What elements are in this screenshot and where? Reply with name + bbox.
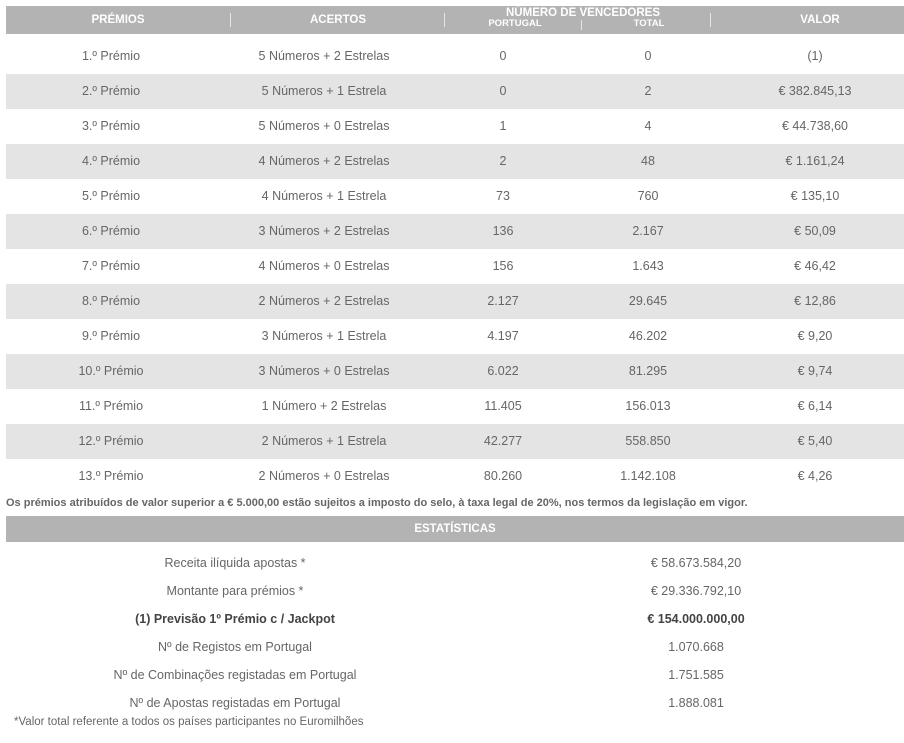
stats-label: (1) Previsão 1º Prémio c / Jackpot — [135, 612, 335, 626]
stats-value: € 154.000.000,00 — [647, 612, 745, 626]
prize-value: € 50,09 — [794, 224, 836, 238]
prize-matches: 3 Números + 0 Estrelas — [258, 364, 390, 378]
winners-total: 558.850 — [625, 434, 671, 448]
winners-total: 4 — [644, 119, 652, 133]
header-valor: VALOR — [800, 14, 840, 26]
stats-value: 1.751.585 — [668, 668, 724, 682]
prize-name: 8.º Prémio — [81, 294, 141, 308]
prize-name: 9.º Prémio — [81, 329, 141, 343]
prize-name: 3.º Prémio — [81, 119, 141, 133]
winners-total: 46.202 — [628, 329, 668, 343]
prize-name: 1.º Prémio — [81, 49, 141, 63]
prize-name: 7.º Prémio — [81, 259, 141, 273]
tax-note: Os prémios atribuídos de valor superior a € 5.000,00 estão sujeitos a imposto do selo, à taxa legal de 20%, nos termos da legislação em vigor. — [6, 497, 748, 509]
winners-portugal: 2 — [499, 154, 507, 168]
stats-value: 1.888.081 — [668, 696, 724, 710]
prize-name: 13.º Prémio — [78, 469, 144, 483]
table-row — [6, 144, 904, 179]
prize-value: € 5,40 — [797, 434, 833, 448]
footnote: *Valor total referente a todos os países participantes no Euromilhões — [14, 716, 364, 728]
prize-value: € 46,42 — [794, 259, 836, 273]
prizes-table-header — [6, 6, 904, 34]
table-row — [6, 109, 904, 144]
prize-matches: 1 Número + 2 Estrelas — [261, 399, 387, 413]
winners-total: 1.643 — [632, 259, 664, 273]
stats-label: Nº de Registos em Portugal — [158, 640, 312, 654]
stats-label: Nº de Combinações registadas em Portugal — [113, 668, 357, 682]
table-row — [6, 39, 904, 74]
stats-row — [6, 661, 904, 689]
header-subdivider — [581, 20, 582, 30]
winners-total: 0 — [644, 49, 652, 63]
prize-matches: 2 Números + 2 Estrelas — [258, 294, 390, 308]
header-premios: PRÉMIOS — [91, 14, 145, 26]
prize-matches: 4 Números + 0 Estrelas — [258, 259, 390, 273]
winners-portugal: 0 — [499, 49, 507, 63]
stats-label: Montante para prémios * — [166, 584, 304, 598]
prize-value: € 6,14 — [797, 399, 833, 413]
prize-value: € 1.161,24 — [785, 154, 845, 168]
prize-value: € 382.845,13 — [778, 84, 852, 98]
winners-portugal: 11.405 — [484, 399, 522, 413]
prize-matches: 2 Números + 1 Estrela — [261, 434, 387, 448]
stats-row — [6, 549, 904, 577]
prize-name: 6.º Prémio — [81, 224, 141, 238]
stats-row — [6, 577, 904, 605]
winners-total: 1.142.108 — [620, 469, 676, 483]
winners-portugal: 0 — [499, 84, 507, 98]
prize-matches: 4 Números + 1 Estrela — [261, 189, 387, 203]
prize-name: 5.º Prémio — [81, 189, 141, 203]
prize-name: 2.º Prémio — [81, 84, 141, 98]
winners-total: 760 — [637, 189, 659, 203]
stats-row — [6, 689, 904, 717]
prizes-table-body — [6, 39, 904, 494]
winners-portugal: 6.022 — [487, 364, 519, 378]
header-divider — [444, 13, 445, 27]
prize-matches: 2 Números + 0 Estrelas — [258, 469, 390, 483]
header-total: TOTAL — [633, 18, 665, 29]
prize-matches: 5 Números + 0 Estrelas — [258, 119, 390, 133]
table-row — [6, 284, 904, 319]
stats-value: 1.070.668 — [668, 640, 724, 654]
winners-portugal: 2.127 — [487, 294, 519, 308]
stats-label: Nº de Apostas registadas em Portugal — [129, 696, 341, 710]
stats-label: Receita ilíquida apostas * — [164, 556, 306, 570]
table-row — [6, 249, 904, 284]
table-row — [6, 459, 904, 494]
winners-portugal: 80.260 — [483, 469, 523, 483]
prize-matches: 3 Números + 1 Estrela — [261, 329, 387, 343]
winners-total: 81.295 — [628, 364, 668, 378]
prize-value: € 44.738,60 — [781, 119, 849, 133]
winners-portugal: 73 — [496, 189, 510, 203]
prize-value: € 12,86 — [794, 294, 836, 308]
stats-row — [6, 633, 904, 661]
stats-table — [6, 549, 904, 717]
header-vencedores-group — [450, 6, 716, 34]
winners-portugal: 42.277 — [483, 434, 523, 448]
header-vencedores: NÚMERO DE VENCEDORES — [506, 7, 660, 19]
prize-name: 4.º Prémio — [81, 154, 141, 168]
table-row — [6, 389, 904, 424]
prize-name: 10.º Prémio — [78, 364, 144, 378]
winners-total: 156.013 — [625, 399, 671, 413]
header-portugal: PORTUGAL — [488, 18, 542, 29]
prize-matches: 5 Números + 2 Estrelas — [258, 49, 390, 63]
table-row — [6, 354, 904, 389]
stats-value: € 58.673.584,20 — [650, 556, 742, 570]
table-row — [6, 319, 904, 354]
prize-value: (1) — [807, 49, 823, 63]
table-row — [6, 74, 904, 109]
stats-row — [6, 605, 904, 633]
table-row — [6, 179, 904, 214]
prize-matches: 4 Números + 2 Estrelas — [258, 154, 390, 168]
stats-title: ESTATÍSTICAS — [6, 516, 904, 542]
winners-portugal: 156 — [492, 259, 514, 273]
prize-name: 11.º Prémio — [78, 399, 144, 413]
winners-total: 2 — [644, 84, 652, 98]
header-acertos: ACERTOS — [309, 14, 367, 26]
winners-portugal: 4.197 — [487, 329, 519, 343]
prize-value: € 9,20 — [797, 329, 833, 343]
winners-portugal: 1 — [499, 119, 507, 133]
prize-matches: 5 Números + 1 Estrela — [261, 84, 387, 98]
table-row — [6, 424, 904, 459]
winners-total: 29.645 — [628, 294, 668, 308]
prize-value: € 9,74 — [797, 364, 833, 378]
prize-name: 12.º Prémio — [78, 434, 144, 448]
prize-value: € 135,10 — [790, 189, 840, 203]
winners-portugal: 136 — [492, 224, 514, 238]
prize-value: € 4,26 — [797, 469, 833, 483]
stats-value: € 29.336.792,10 — [650, 584, 742, 598]
table-row — [6, 214, 904, 249]
winners-total: 2.167 — [632, 224, 664, 238]
winners-total: 48 — [641, 154, 655, 168]
prize-matches: 3 Números + 2 Estrelas — [258, 224, 390, 238]
